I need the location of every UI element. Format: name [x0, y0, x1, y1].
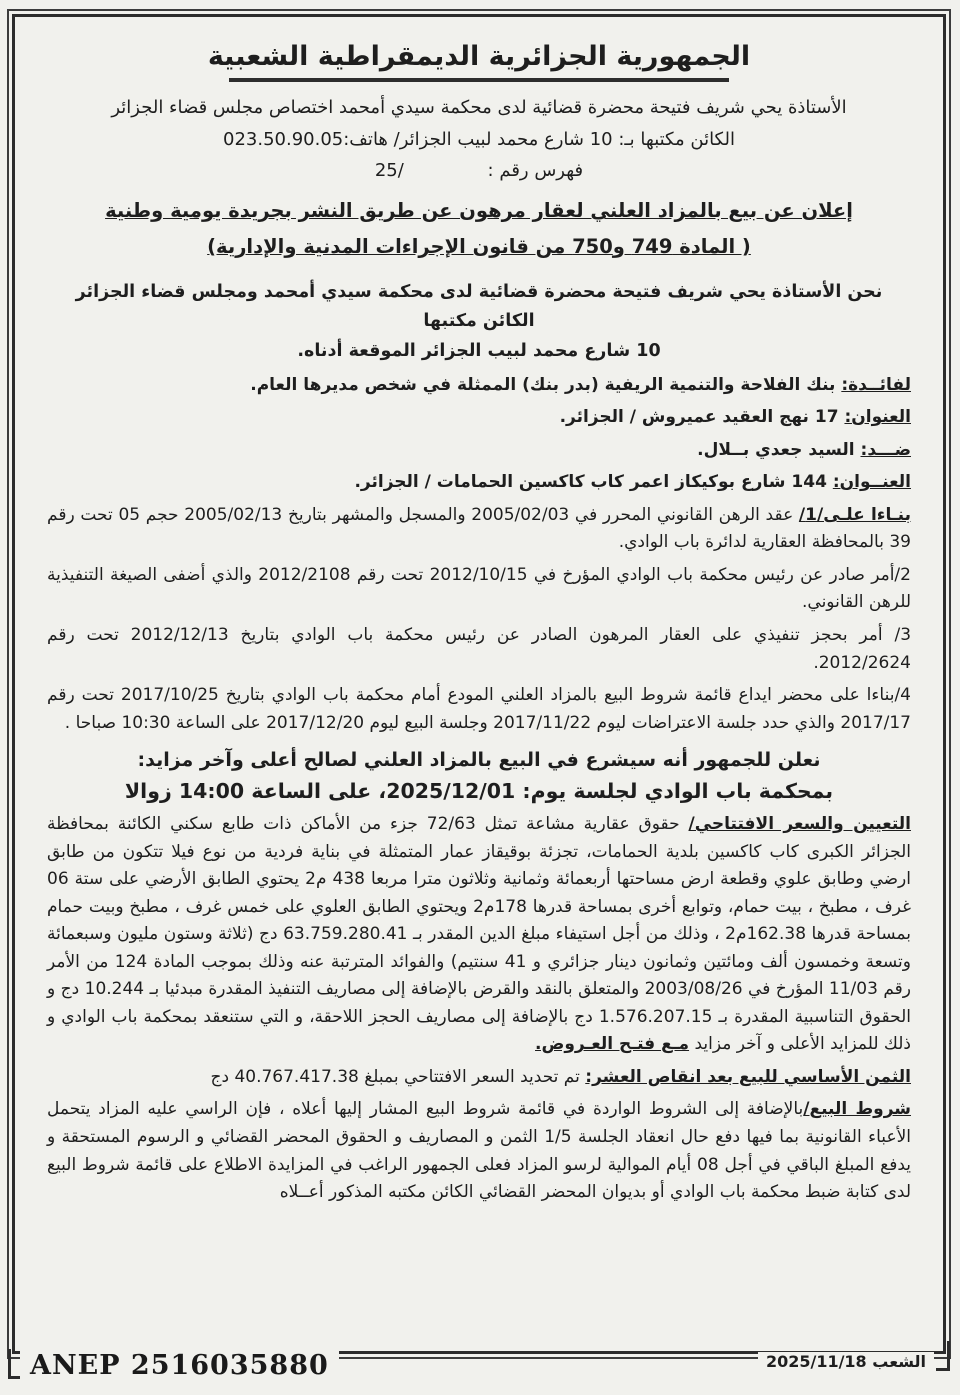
footer	[0, 1335, 960, 1383]
index-value: 25/	[374, 160, 404, 181]
beneficiary-address-text: 17 نهج العقيد عميروش / الجزائر.	[559, 407, 845, 428]
journal-date: الشعب 2025/11/18	[758, 1352, 934, 1371]
basis-paragraph-3: 3/ أمر بحجز تنفيذي على العقار المرهون الصادر عن رئيس محكمة باب الوادي بتاريخ 2012/12/13 تحت رقم 2012/2624.	[47, 625, 912, 673]
beneficiary-label: لفائــدة:	[841, 374, 911, 395]
beneficiary-address-label: العنوان:	[844, 407, 911, 428]
title-underline-rule	[229, 78, 729, 82]
beneficiary-text: بنك الفلاحة والتنمية الريفية (بدر بنك) الممثلة في شخص مديرها العام.	[250, 374, 842, 395]
open-offers-emphasis: مـع فتـح العـروض.	[535, 1034, 690, 1055]
base-price-label: الثمن الأساسي للبيع بعد انقاص العشر:	[585, 1066, 911, 1087]
beneficiary-line	[47, 372, 911, 400]
republic-title: الجمهورية الجزائرية الديمقراطية الشعبية	[207, 41, 751, 72]
base-price-text: تم تحديد السعر الافتتاحي بمبلغ 40.767.417.38 دج	[210, 1066, 586, 1087]
bailiff-declaration	[47, 278, 911, 367]
anep-number: ANEP 2516035880	[20, 1350, 339, 1381]
debtor-address-label: العنــوان:	[832, 472, 911, 493]
notice-title-line-2: ( المادة 749 و750 من قانون الإجراءات المدنية والإدارية)	[207, 235, 751, 259]
basis-paragraph-2: 2/أمر صادر عن رئيس محكمة باب الوادي المؤرخ في 2012/10/15 تحت رقم 2012/2108 والذي أضفى الصيغة التنفيذية للرهن القانوني.	[47, 564, 911, 613]
sale-conditions-paragraph	[47, 1096, 911, 1206]
basis-paragraph-1	[47, 502, 911, 557]
base-price-line	[47, 1064, 911, 1092]
frame-inner	[12, 14, 946, 1354]
against-text: السيد جعدي بــلال.	[697, 439, 861, 460]
debtor-address-line	[47, 469, 911, 497]
bailiff-declaration-line-2: 10 شارع محمد لبيب الجزائر الموقعة أدناه.	[297, 341, 661, 362]
basis-1-label: بنـاءا علـى/1/	[798, 504, 911, 525]
against-line	[47, 437, 911, 465]
basis-1-text: عقد الرهن القانوني المحرر في 2005/02/03 والمسجل والمشهر بتاريخ 2005/02/13 حجم 05 تحت رقم 39 بالمحافظة العقارية لدائرة باب الوادي.	[47, 504, 911, 553]
against-label: ضـــد:	[860, 439, 911, 460]
bailiff-line-1: الأستاذة يحي شريف فتيحة محضرة قضائية لدى محكمة سيدي أمحمد اختصاص مجلس قضاء الجزائر	[111, 97, 847, 118]
corner-mark-right	[936, 1341, 950, 1371]
designation-paragraph	[47, 811, 911, 1059]
auction-session-line: بمحكمة باب الوادي لجلسة يوم: 2025/12/01، على الساعة 14:00 زوالا	[124, 779, 834, 804]
designation-text: حقوق عقارية مشاعة تمثل 72/63 جزء من الأماكن ذات طابع سكني الكائنة بمحافظة الجزائر الكبرى كاب كاكسين بلدية الحمامات، تجزئة بوقيقاز عمار المتمثلة في بناية فردية من نوع فيلا تتكون من طابق ارضي وطابق علوي وقطعة ارض مساحتها أربعمائة وثمانية وثلاثون مترا مربعا 438 م2 يحتوي الطابق الأرضي على ستة 06 غرف ، مطبخ ، بيت حمام، وتوابع أخرى بمساحة قدرها 178م2 ويحتوي الطابق العلوي على خمس غرف ، مطبخ وبيت حمام بمساحة قدرها 162.38م2 ، وذلك من أجل استيفاء مبلغ الدين المقدر بـ 63.759.280.41 دج (ثلاثة وستون مليون وسبعمائة وتسعة وخمسون ألف ومائتين وثمانون دينار جزائري و 41 سنتيم) والفوائد المترتبة عنه وذلك بموجب المادة 124 من الأمر رقم 11/03 المؤرخ في 2003/08/26 والمتعلق بالنقد والقرض بالإضافة إلى مصاريف التنفيذ المقدرة مبدئيا بـ 10.244 دج و الحقوق التناسبية المقدرة بـ 1.576.207.15 دج بالإضافة إلى مصاريف الحجز اللاحقة، و التي ستنعقد بمحكمة باب الوادي و ذلك للمزايد الأعلى و آخر مزايد	[47, 814, 912, 1055]
notice-title-line-1: إعلان عن بيع بالمزاد العلني لعقار مرهون عن طريق النشر بجريدة يومية وطنية	[105, 199, 853, 223]
sale-conditions-text: بالإضافة إلى الشروط الواردة في قائمة شروط البيع المشار إليها أعلاه ، فإن الراسي عليه المزاد يتحمل الأعباء القانونية بما فيها دفع حال انعقاد الجلسة 1/5 الثمن و المصاريف و الحقوق المحضر القضائي و الرسوم المستحقة و يدفع المبلغ الباقي في أجل 08 أيام الموالية لرسو المزاد فعلى الجمهور الراغب في المزايدة الاطلاع على قائمة شروط البيع لدى كتابة ضبط محكمة باب الوادي أو بديوان المحضر القضائي الكائن مكتبه المذكور أعــلاه	[47, 1099, 912, 1203]
index-label: فهرس رقم :	[487, 160, 584, 181]
sale-conditions-label: شروط البيع/	[803, 1099, 911, 1120]
bailiff-line-2: الكائن مكتبها بـ: 10 شارع محمد لبيب الجزائر/ هاتف:023.50.90.05	[223, 128, 735, 150]
debtor-address-text: 144 شارع بوكيكاز اعمر كاب كاكسين الحمامات / الجزائر.	[354, 472, 833, 493]
beneficiary-address-line	[47, 404, 911, 432]
notice-content	[21, 23, 937, 1345]
auction-announcement-line: نعلن للجمهور أنه سيشرع في البيع بالمزاد العلني لصالح أعلى وآخر مزايد:	[137, 749, 821, 772]
designation-label: التعيين والسعر الافتتاحي/	[688, 814, 911, 835]
bailiff-declaration-line-1: نحن الأستاذة يحي شريف فتيحة محضرة قضائية لدى محكمة سيدي أمحمد ومجلس قضاء الجزائر الكائن مكتبها	[75, 281, 883, 332]
index-line	[47, 155, 911, 187]
basis-paragraph-4: 4/بناءا على محضر ايداع قائمة شروط البيع بالمزاد العلني المودع أمام محكمة باب الوادي بتاريخ 2017/10/25 تحت رقم 2017/17 والذي حدد جلسة الاعتراضات ليوم 2017/11/22 وجلسة البيع ليوم 2017/12/20 على الساعة 10:30 صباحا .	[47, 685, 911, 733]
frame-outer	[7, 9, 951, 1359]
